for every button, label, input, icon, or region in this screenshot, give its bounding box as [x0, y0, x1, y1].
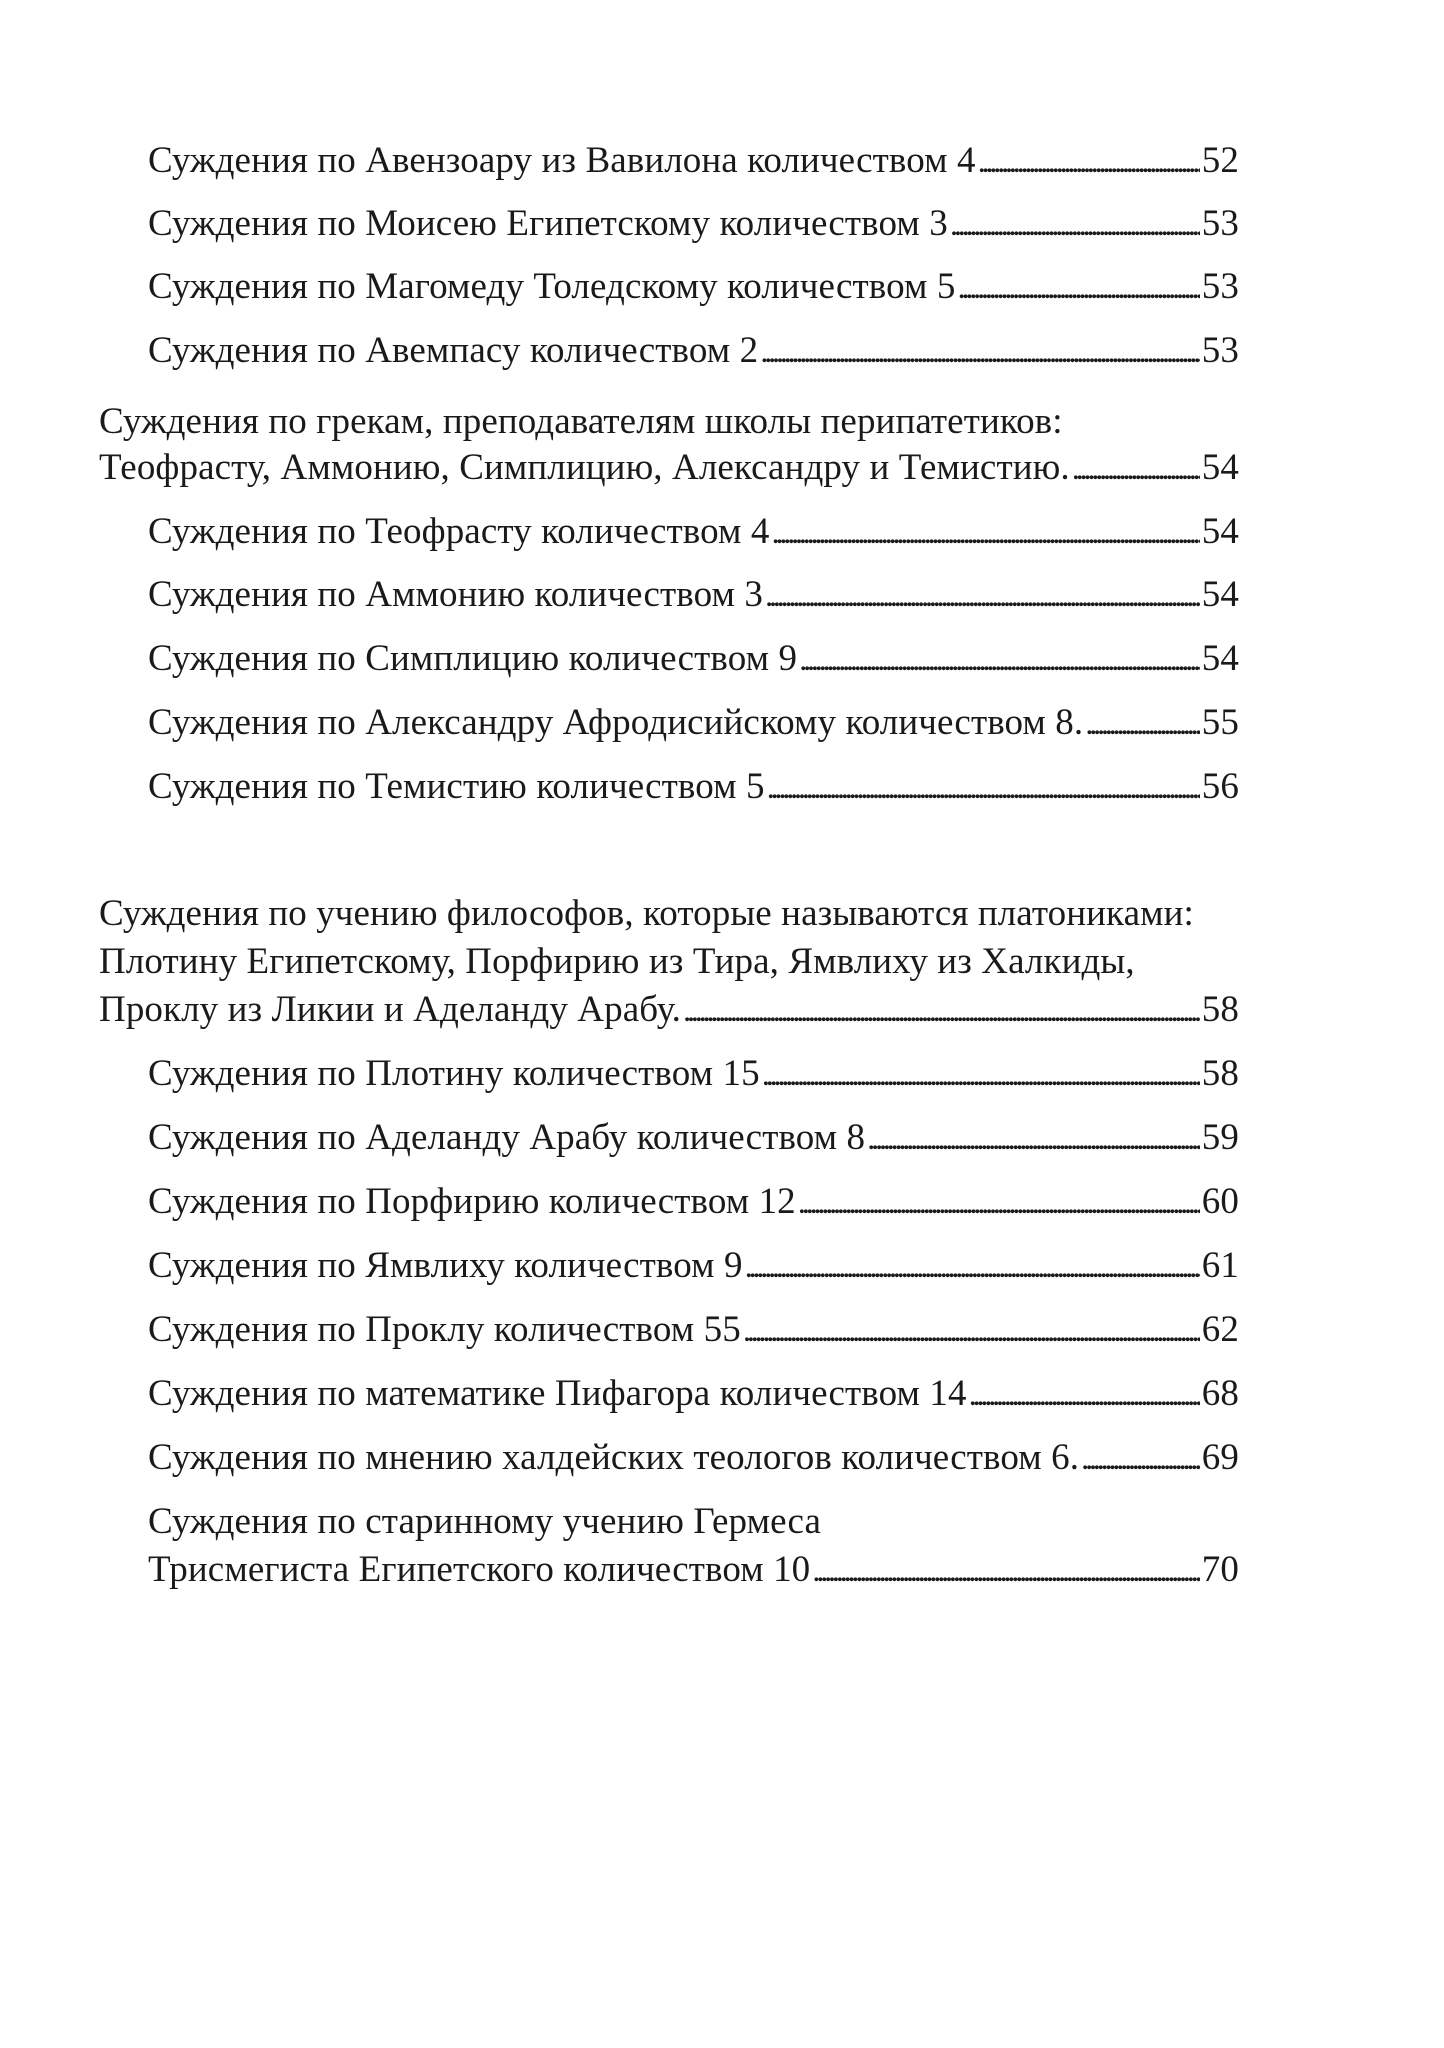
toc-page-number: 56: [1201, 766, 1239, 807]
toc-entry: [148, 1180, 1239, 1224]
dot-leader: [760, 329, 1200, 372]
toc-entry-title: Суждения по Плотину количеством 15: [148, 1053, 760, 1094]
toc-entry: [148, 1436, 1239, 1480]
dot-leader: [867, 1116, 1200, 1159]
dot-leader: [745, 1244, 1200, 1287]
dot-leader: [683, 988, 1200, 1031]
toc-page-number: 69: [1201, 1437, 1239, 1478]
toc-page-number: 54: [1201, 574, 1239, 615]
toc-entry-title: Суждения по Ямвлиху количеством 9: [148, 1245, 743, 1286]
toc-page-number: 54: [1201, 638, 1239, 679]
toc-page-number: 58: [1201, 989, 1239, 1030]
toc-entry: [148, 1548, 1239, 1592]
toc-page-number: 53: [1201, 203, 1239, 244]
toc-section-heading: [99, 400, 1239, 444]
toc-entry-title: Суждения по Аделанду Арабу количеством 8: [148, 1117, 866, 1158]
toc-entry-title: Суждения по Авензоару из Вавилона количеством 4: [148, 140, 976, 181]
toc-page-number: 58: [1201, 1053, 1239, 1094]
toc-page-number: 55: [1201, 702, 1239, 743]
toc-page-number: 52: [1201, 140, 1239, 181]
toc-entry-title: Суждения по Магомеду Толедскому количеством 5: [148, 266, 956, 307]
toc-entry: [148, 1372, 1239, 1416]
dot-leader: [743, 1308, 1200, 1351]
dot-leader: [798, 1180, 1200, 1223]
toc-entry: [148, 202, 1239, 246]
toc-entry: [148, 329, 1239, 373]
toc-entry-title: Трисмегиста Египетского количеством 10: [148, 1549, 811, 1590]
toc-entry: [148, 265, 1239, 309]
toc-entry-title: Суждения по Теофрасту количеством 4: [148, 511, 770, 552]
toc-page-number: 68: [1201, 1373, 1239, 1414]
dot-leader: [762, 1052, 1200, 1095]
toc-entry-title: Суждения по Моисею Египетскому количеством 3: [148, 203, 948, 244]
toc-entry-title: Суждения по Проклу количеством 55: [148, 1309, 741, 1350]
toc-page-number: 61: [1201, 1245, 1239, 1286]
toc-entry-title: Суждения по Александру Афродисийскому количеством 8.: [148, 702, 1084, 743]
toc-page-number: 54: [1201, 511, 1239, 552]
dot-leader: [812, 1548, 1200, 1591]
toc-page-number: 59: [1201, 1117, 1239, 1158]
toc-entry: [99, 988, 1239, 1032]
dot-leader: [969, 1372, 1200, 1415]
toc-entry: [99, 446, 1239, 490]
toc-entry-title: Суждения по Симплицию количеством 9: [148, 638, 798, 679]
toc-entry: [148, 1244, 1239, 1288]
toc-page-number: 53: [1201, 330, 1239, 371]
dot-leader: [1085, 701, 1200, 744]
dot-leader: [799, 637, 1200, 680]
toc-entry: [148, 765, 1239, 809]
dot-leader: [978, 139, 1200, 182]
dot-leader: [765, 573, 1200, 616]
toc-entry-title: Суждения по Авемпасу количеством 2: [148, 330, 759, 371]
toc-section-heading-line: Плотину Египетскому, Порфирию из Тира, Ямвлиху из Халкиды,: [99, 941, 1135, 982]
dot-leader: [950, 202, 1200, 245]
dot-leader: [1081, 1436, 1200, 1479]
dot-leader: [1072, 446, 1200, 489]
toc-entry-title: Суждения по Порфирию количеством 12: [148, 1181, 796, 1222]
toc-page-number: 53: [1201, 266, 1239, 307]
toc-entry: [148, 510, 1239, 554]
toc-entry-first-line: [148, 1500, 1239, 1544]
toc-entry: [148, 637, 1239, 681]
toc-entry-title: Суждения по мнению халдейских теологов количеством 6.: [148, 1437, 1080, 1478]
dot-leader: [771, 510, 1199, 553]
toc-entry: [148, 1052, 1239, 1096]
toc-entry: [148, 1308, 1239, 1352]
dot-leader: [767, 765, 1200, 808]
toc-page-number: 62: [1201, 1309, 1239, 1350]
dot-leader: [957, 265, 1199, 308]
toc-section-heading-line: Суждения по учению философов, которые называются платониками:: [99, 893, 1194, 934]
toc-page-number: 54: [1201, 447, 1239, 488]
toc-section-heading-line: Суждения по грекам, преподавателям школы перипатетиков:: [99, 401, 1063, 442]
toc-entry: [148, 573, 1239, 617]
toc-entry: [148, 1116, 1239, 1160]
toc-entry: [148, 139, 1239, 183]
toc-entry-title: Суждения по математике Пифагора количеством 14: [148, 1373, 967, 1414]
toc-entry-title: Теофрасту, Аммонию, Симплицию, Александру и Темистию.: [99, 447, 1070, 488]
toc-entry: [148, 701, 1239, 745]
toc-entry-title: Суждения по Аммонию количеством 3: [148, 574, 763, 615]
toc-section-heading: [99, 940, 1239, 984]
toc-page-number: 70: [1201, 1549, 1239, 1590]
toc-entry-title: Проклу из Ликии и Аделанду Арабу.: [99, 989, 681, 1030]
toc-page-number: 60: [1201, 1181, 1239, 1222]
toc-section-heading: [99, 892, 1239, 936]
toc-entry-title: Суждения по Темистию количеством 5: [148, 766, 765, 807]
toc-entry-title-line: Суждения по старинному учению Гермеса: [148, 1501, 822, 1542]
